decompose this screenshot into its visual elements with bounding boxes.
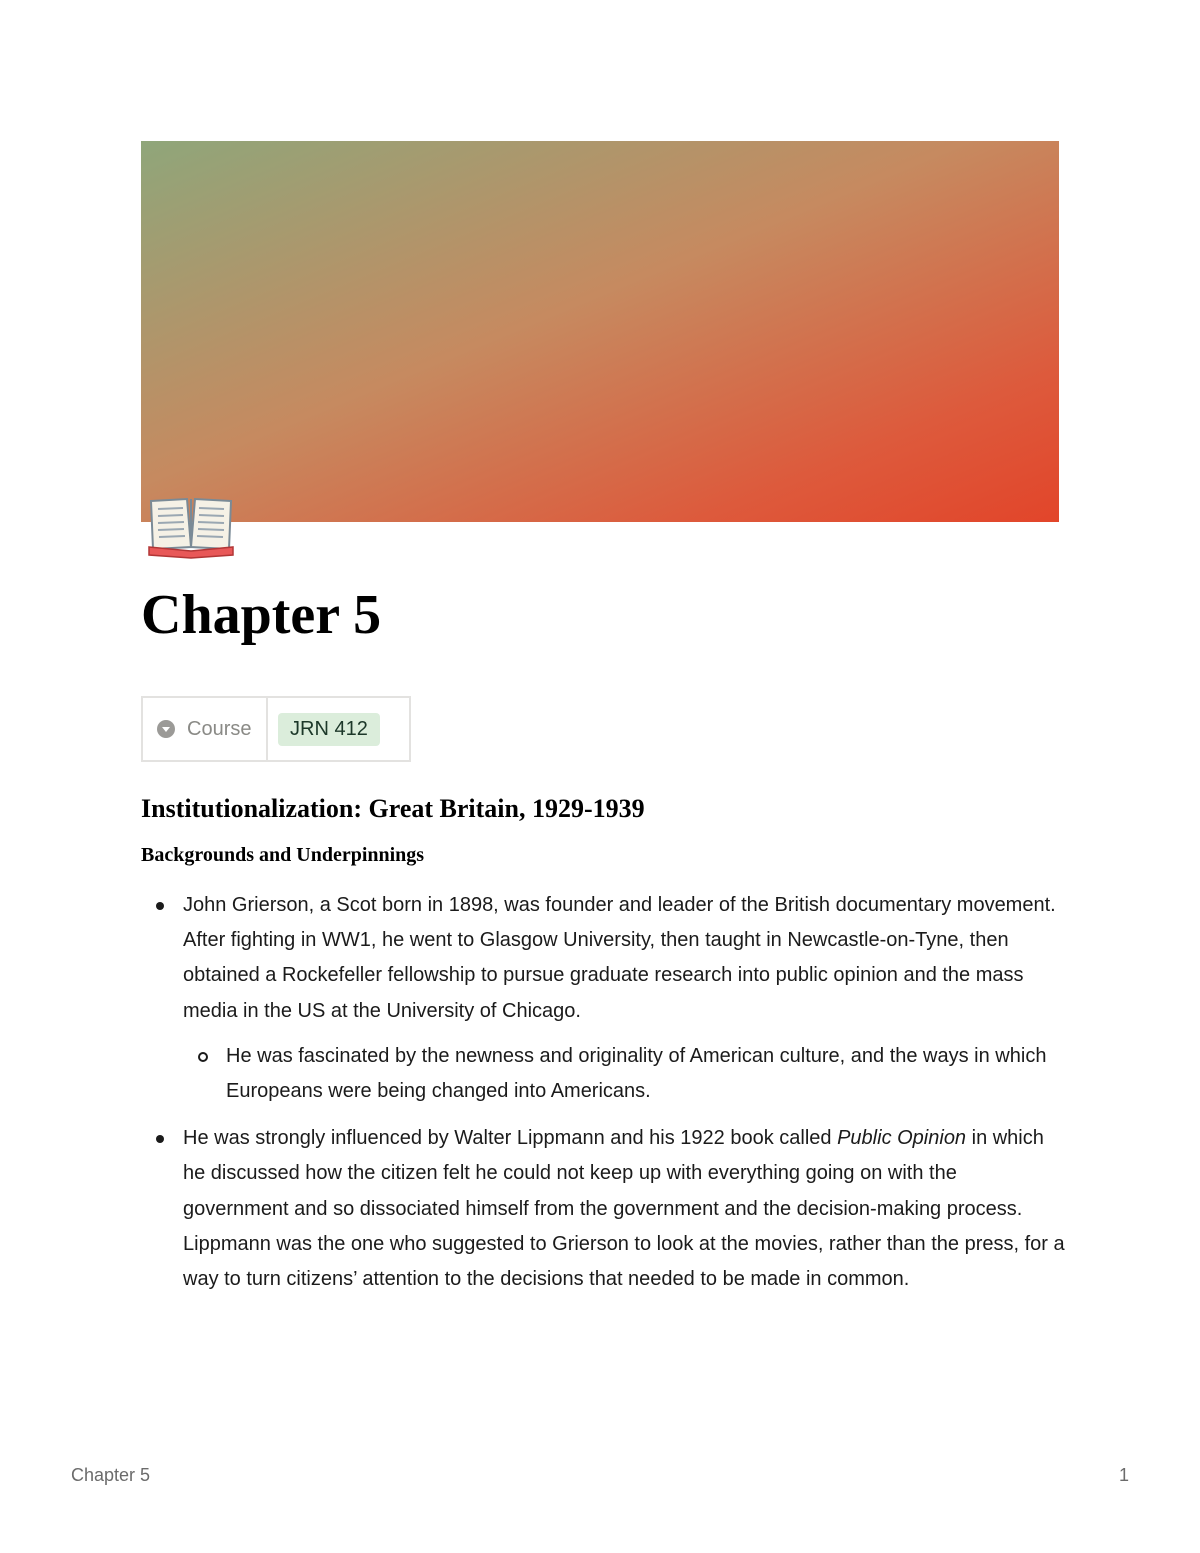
- list-item-text-continued: in which he discussed how the citizen felt he could not keep up with everything going on with the government and so dissociated himself from the government and the decision-making process. Lippmann was the one who suggested to Grierson to look at the movies, rather than the press, for a way to turn citizens’ attention to the decisions that needed to be made in common.: [183, 1127, 1065, 1291]
- property-name-course[interactable]: [143, 698, 268, 760]
- nested-list-item: [183, 1039, 1066, 1109]
- page-number: 1: [1118, 1465, 1129, 1485]
- page-title: Chapter 5: [141, 584, 382, 646]
- bullet-list: [141, 888, 1066, 1297]
- footer-title: Chapter 5: [71, 1465, 151, 1485]
- list-item: [141, 1121, 1066, 1297]
- course-tag: JRN 412: [278, 713, 380, 746]
- select-property-icon: [156, 719, 176, 739]
- section-subheading: Backgrounds and Underpinnings: [141, 844, 425, 866]
- properties-table: [141, 696, 411, 762]
- section-heading: Institutionalization: Great Britain, 1929-1939: [141, 794, 645, 823]
- open-book-icon: [147, 487, 235, 559]
- book-title: Public Opinion: [837, 1127, 967, 1150]
- nested-bullet-list: [183, 1039, 1066, 1109]
- list-item-text: He was strongly influenced by Walter Lippmann and his 1922 book called: [183, 1127, 838, 1150]
- property-value-course[interactable]: [268, 698, 409, 760]
- property-label: Course: [187, 717, 252, 740]
- list-item-text: John Grierson, a Scot born in 1898, was founder and leader of the British documentary movement. After fighting in WW1, he went to Glasgow University, then taught in Newcastle-on-Tyne, then obtained a Rockefeller fellowship to pursue graduate research into public opinion and the mass media in the US at the University of Chicago.: [183, 894, 1056, 1022]
- page-cover-image: [141, 141, 1059, 522]
- nested-list-item-text: He was fascinated by the newness and originality of American culture, and the ways in which Europeans were being changed into Americans.: [226, 1044, 1047, 1103]
- list-item: [141, 888, 1066, 1109]
